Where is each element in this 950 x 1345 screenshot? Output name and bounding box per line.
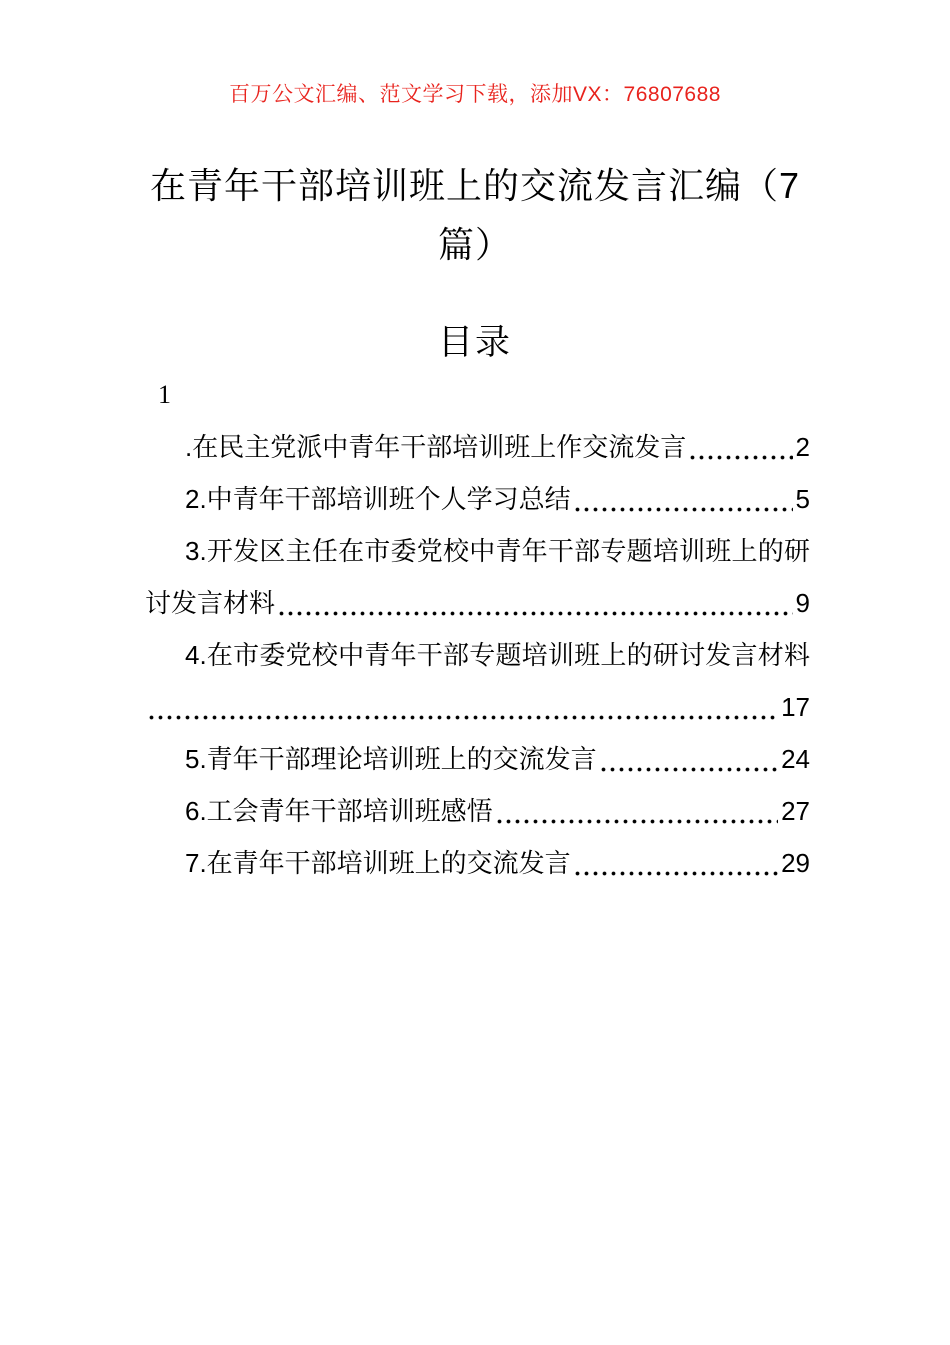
document-title-line-2: 篇） <box>437 224 512 265</box>
document-title-line-1: 在青年干部培训班上的交流发言汇编（7 <box>149 165 801 206</box>
toc-row <box>145 577 810 629</box>
toc-row <box>145 525 810 577</box>
toc-orphan-number-row <box>145 369 810 421</box>
promo-notice: 百万公文汇编、范文学习下载，添加VX：76807688 <box>229 83 721 106</box>
toc-row <box>145 421 810 473</box>
toc-entry-text: 5.青年干部理论培训班上的交流发言 <box>185 744 597 774</box>
toc-entry-text: 2.中青年干部培训班个人学习总结 <box>185 484 571 514</box>
toc-page-number: 2 <box>795 432 810 462</box>
toc-page-number: 24 <box>781 744 810 774</box>
toc-entry-text: 6.工会青年干部培训班感悟 <box>185 796 493 826</box>
toc-dot-leader <box>574 837 779 889</box>
toc-row <box>145 733 810 785</box>
toc-entry-text: 3.开发区主任在市委党校中青年干部专题培训班上的研 <box>185 536 810 566</box>
toc-dot-leader <box>689 421 793 473</box>
table-of-contents <box>145 369 810 889</box>
blank-page-area <box>0 889 950 1345</box>
toc-page-number: 29 <box>781 848 810 878</box>
toc-row <box>145 473 810 525</box>
toc-row <box>145 785 810 837</box>
toc-dot-leader <box>496 785 779 837</box>
document-title <box>0 156 950 274</box>
toc-row <box>145 837 810 889</box>
toc-heading: 目录 <box>437 323 512 362</box>
toc-dot-leader <box>148 681 779 733</box>
toc-orphan-number: 1 <box>158 380 171 409</box>
toc-page-number: 27 <box>781 796 810 826</box>
toc-entry-text: 4.在市委党校中青年干部专题培训班上的研讨发言材料 <box>185 640 810 670</box>
toc-dot-leader <box>278 577 794 629</box>
toc-entry-text: .在民主党派中青年干部培训班上作交流发言 <box>185 432 687 462</box>
toc-dot-leader <box>574 473 794 525</box>
toc-row <box>145 681 810 733</box>
toc-row <box>145 629 810 681</box>
toc-page-number: 9 <box>795 588 810 618</box>
toc-page-number: 5 <box>795 484 810 514</box>
toc-entry-text: 7.在青年干部培训班上的交流发言 <box>185 848 571 878</box>
toc-page-number: 17 <box>781 692 810 722</box>
toc-entry-text: 讨发言材料 <box>145 588 276 618</box>
toc-dot-leader <box>600 733 779 785</box>
